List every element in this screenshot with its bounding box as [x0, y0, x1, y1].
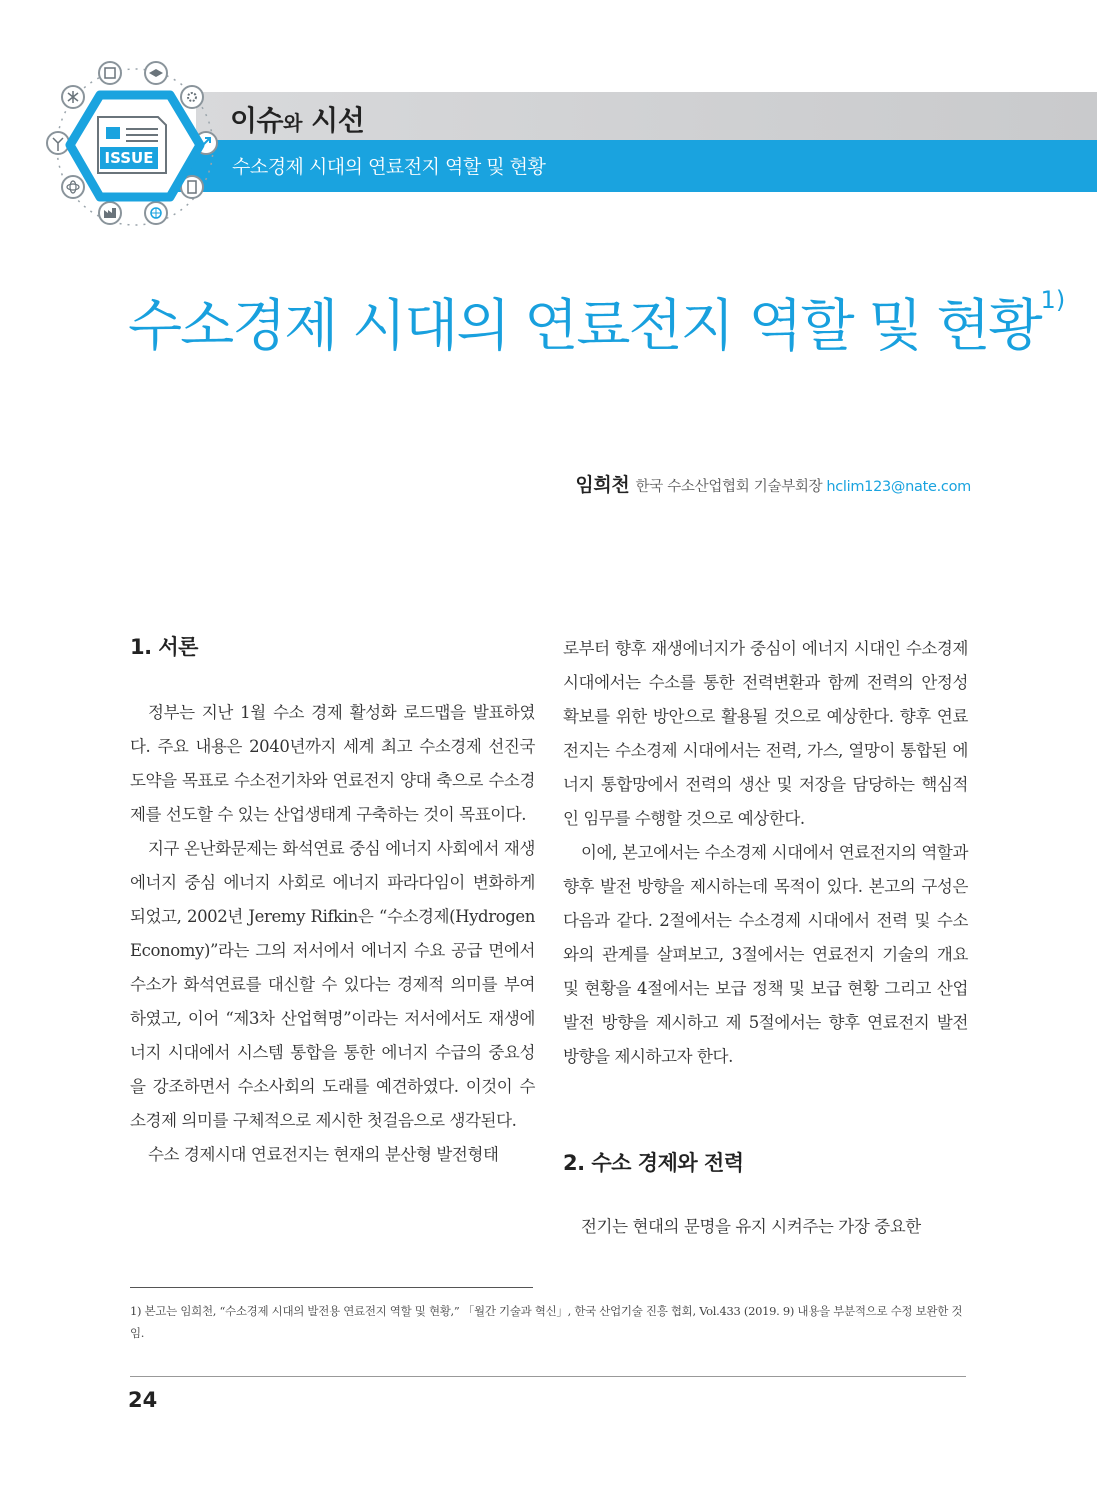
- gear-icon: [181, 86, 203, 108]
- page-number: 24: [128, 1388, 158, 1412]
- author-byline: [575, 470, 971, 497]
- paragraph: 로부터 향후 재생에너지가 중심이 에너지 시대인 수소경제 시대에서는 수소를 통한 전력변환과 함께 전력의 안정성 확보를 위한 방안으로 활용될 것으로 예상한다. 향후 연료전지는 수소경제 시대에서는 전력, 가스, 열망이 통합된 에너지 통합망에서 전력의 생산 및 저장을 담당하는 핵심적인 임무를 수행할 것으로 예상한다.: [563, 639, 968, 828]
- footnote-rule: [130, 1287, 533, 1288]
- author-affiliation: 한국 수소산업협회 기술부회장: [635, 479, 823, 495]
- page-bottom-rule: [130, 1376, 966, 1377]
- section-heading-1: 1. 서론: [130, 635, 198, 659]
- section-title: 이슈와 시선: [230, 104, 365, 137]
- paragraph: 이에, 본고에서는 수소경제 시대에서 연료전지의 역할과 향후 발전 방향을 제시하는데 목적이 있다. 본고의 구성은 다음과 같다. 2절에서는 수소경제 시대에서 전력 및 수소와의 관계를 살펴보고, 3절에서는 연료전지 기술의 개요 및 현황을 4절에서는 보급 정책 및 보급 현황 그리고 산업 발전 방향을 제시하고 제 5절에서는 향후 연료전지 발전 방향을 제시하고자 한다.: [563, 843, 968, 1066]
- section-heading-2: 2. 수소 경제와 전력: [563, 1151, 744, 1175]
- body-column-right: [563, 632, 968, 1244]
- body-column-left: [130, 630, 535, 1172]
- title-footnote-mark: 1): [1040, 286, 1066, 314]
- footnote: 1) 본고는 임희천, “수소경제 시대의 발전용 연료전지 역할 및 현황,” 「월간 기술과 혁신」, 한국 산업기술 진흥 협회, Vol.433 (2019. 9) 내용을 부분적으로 수정 보완한 것임.: [130, 1304, 963, 1340]
- atom-icon: [62, 176, 84, 198]
- paragraph: 정부는 지난 1월 수소 경제 활성화 로드맵을 발표하였다. 주요 내용은 2040년까지 세계 최고 수소경제 선진국 도약을 목표로 수소전기차와 연료전지 양대 축으로 수소경제를 선도할 수 있는 산업생태계 구축하는 것이 목표이다.: [130, 703, 535, 824]
- author-email: hclim123@nate.com: [826, 479, 971, 495]
- factory-icon: [99, 202, 121, 224]
- globe-icon: [145, 202, 167, 224]
- emblem-label: ISSUE: [104, 149, 154, 167]
- network-icon: [62, 86, 84, 108]
- paragraph: 전기는 현대의 문명을 유지 시켜주는 가장 중요한: [581, 1217, 921, 1236]
- article-title: 수소경제 시대의 연료전지 역할 및 현황$^{1)}$: [128, 286, 1066, 359]
- section-subtitle: 수소경제 시대의 연료전지 역할 및 현황: [232, 156, 546, 178]
- wind-turbine-icon: [47, 132, 69, 154]
- paragraph: 지구 온난화문제는 화석연료 중심 에너지 사회에서 재생에너지 중심 에너지 사회로 에너지 파라다임이 변화하게 되었고, 2002년 Jeremy Rifkin은 “수소경제(Hydrogen Economy)”라는 그의 저서에서 에너지 수요 공급 면에서 수소가 화석연료를 대신할 수 있다는 경제적 의미를 부여하였고, 이어 “제3차 산업혁명”이라는 저서에서도 재생에너지 시대에서 시스템 통합을 통한 에너지 수급의 중요성을 강조하면서 수소사회의 도래를 예견하였다. 이것이 수소경제 의미를 구체적으로 제시한 첫걸음으로 생각된다.: [130, 839, 535, 1130]
- graduation-cap-icon: [145, 62, 167, 84]
- building-icon: [99, 62, 121, 84]
- paragraph: 수소 경제시대 연료전지는 현재의 분산형 발전형태: [148, 1145, 499, 1164]
- author-name: 임희천: [575, 474, 630, 496]
- issue-emblem-logo: [40, 55, 230, 235]
